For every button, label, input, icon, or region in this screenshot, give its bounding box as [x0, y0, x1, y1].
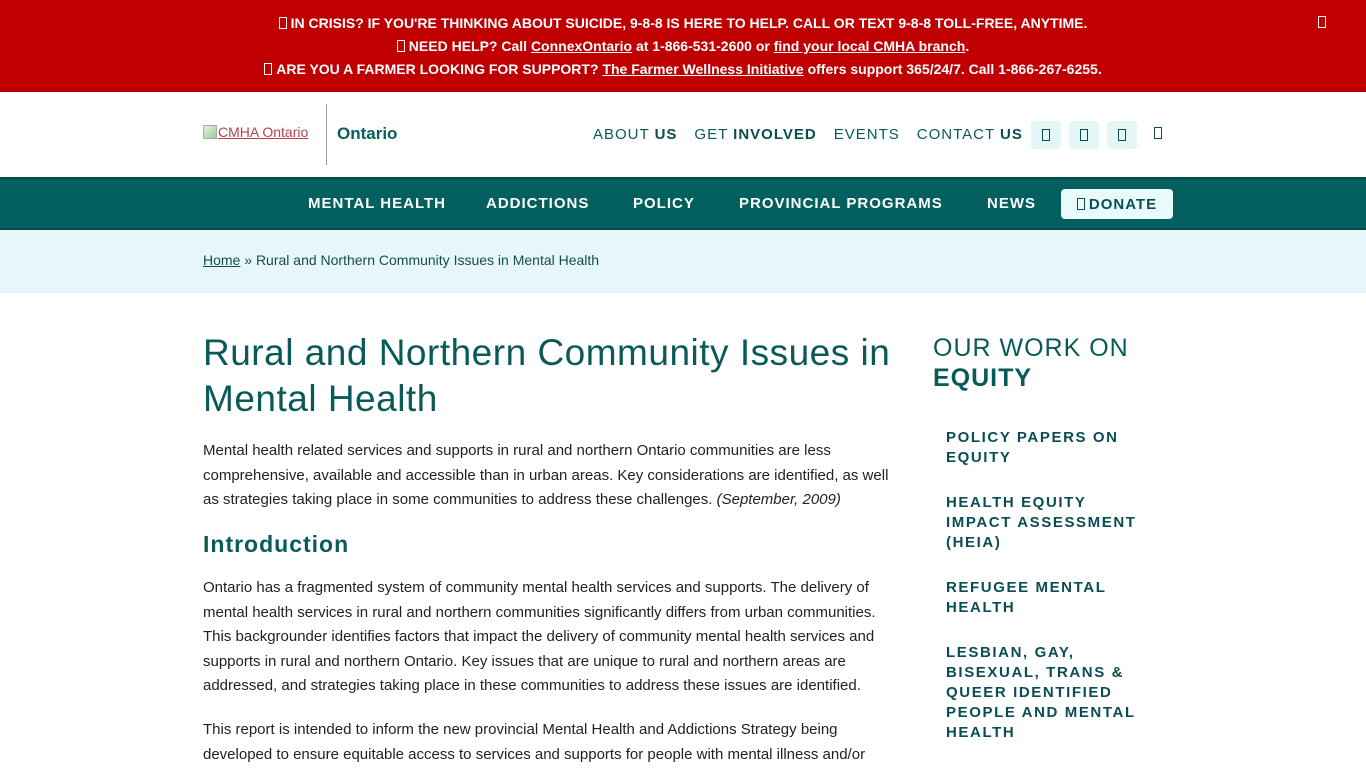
breadcrumb-home[interactable]: Home [203, 252, 241, 268]
donate-button[interactable] [1061, 189, 1173, 219]
farmer-text: ARE YOU A FARMER LOOKING FOR SUPPORT? [276, 61, 603, 77]
breadcrumb-current: Rural and Northern Community Issues in Mental Health [255, 252, 600, 268]
find-branch-link[interactable]: find your local CMHA branch [773, 38, 966, 54]
logo-link[interactable] [203, 124, 308, 140]
farmer-icon [264, 63, 272, 75]
sidebar-title-bold: EQUITY [933, 364, 1033, 392]
breadcrumb-separator: » [240, 252, 256, 268]
publication-date: (September, 2009) [716, 491, 841, 508]
intro-text: Mental health related services and supports in rural and northern Ontario communities are less comprehensive, available and accessible than in urban areas. Key considerations are identified, as well as strategies taking place in some communities to address these challenges. [203, 442, 889, 508]
sidebar-item-heia[interactable]: HEALTH EQUITY IMPACT ASSESSMENT (HEIA) [946, 494, 1137, 551]
sidebar-item-policy-papers[interactable]: POLICY PAPERS ON EQUITY [946, 429, 1119, 466]
site-header [0, 92, 1366, 177]
help-phone-text: at 1-866-531-2600 or [632, 38, 774, 54]
language-icon [1042, 129, 1050, 141]
nav-label: ABOUT [593, 126, 655, 143]
sidebar-item-refugee[interactable]: REFUGEE MENTAL HEALTH [946, 579, 1107, 616]
main-nav [0, 177, 1366, 230]
nav-news[interactable]: NEWS [987, 195, 1036, 212]
nav-policy[interactable]: POLICY [633, 195, 695, 212]
intro-paragraph [203, 439, 903, 513]
donate-label: DONATE [1088, 195, 1158, 213]
nav-label: GET [694, 126, 734, 143]
help-suffix: . [965, 38, 970, 54]
body-paragraph-2: This report is intended to inform the new provincial Mental Health and Addictions Strategy being developed to ensure equitable access to services and supports for people with mental illness and/or [203, 721, 866, 763]
nav-label-bold: INVOLVED [733, 126, 817, 143]
crisis-text: IN CRISIS? IF YOU'RE THINKING ABOUT SUICIDE, 9-8-8 IS HERE TO HELP. CALL OR TEXT 9-8-8 TOLL-FREE, ANYTIME. [290, 15, 1088, 31]
body-paragraph-1: Ontario has a fragmented system of community mental health services and supports. The delivery of mental health services in rural and northern communities significantly differs from urban communities. This backgrounder identifies factors that impact the delivery of community mental health services and supports in rural and northern Ontario. Key issues that are unique to rural and northern areas are addressed, and strategies taking place in these communities to address these issues are identified. [203, 579, 876, 694]
broken-image-icon [203, 125, 217, 139]
sidebar-menu [946, 428, 1146, 768]
crisis-line-help [0, 37, 1366, 55]
nav-mental-health[interactable]: MENTAL HEALTH [308, 195, 446, 212]
farmer-wellness-link[interactable]: The Farmer Wellness Initiative [602, 61, 804, 77]
login-icon [1118, 129, 1126, 141]
nav-contact-us[interactable] [917, 126, 1023, 143]
nav-events[interactable] [834, 126, 900, 143]
nav-label: CONTACT [916, 126, 1001, 143]
farmer-suffix: offers support 365/24/7. Call 1-866-267-6255. [803, 61, 1102, 77]
logo-alt-text: CMHA Ontario [218, 124, 309, 140]
logo-divider [326, 104, 327, 165]
close-icon [1318, 16, 1326, 28]
connexontario-link[interactable]: ConnexOntario [530, 38, 633, 54]
sidebar-title [933, 333, 1163, 393]
nav-provincial-programs[interactable]: PROVINCIAL PROGRAMS [739, 195, 943, 212]
nav-get-involved[interactable] [694, 126, 816, 143]
language-button[interactable] [1031, 121, 1061, 149]
sidebar-title-light: OUR WORK ON [933, 334, 1129, 362]
nav-addictions[interactable]: ADDICTIONS [486, 195, 590, 212]
nav-label-bold: US [1000, 126, 1023, 143]
crisis-line-farmer [0, 60, 1366, 78]
search-icon [1154, 127, 1162, 139]
utility-nav [593, 126, 1023, 143]
accessibility-icon [1080, 129, 1088, 141]
heart-icon [1077, 198, 1085, 210]
breadcrumb-bar [0, 230, 1366, 293]
phone-icon [279, 17, 287, 29]
page-title: Rural and Northern Community Issues in Mental Health [203, 332, 891, 419]
help-icon [397, 40, 405, 52]
section-heading: Introduction [203, 531, 350, 557]
search-button[interactable] [1152, 126, 1164, 140]
nav-about-us[interactable] [593, 126, 677, 143]
site-name: Ontario [337, 124, 398, 143]
crisis-line-988 [0, 14, 1366, 32]
help-text: NEED HELP? Call [408, 38, 531, 54]
crisis-banner [0, 0, 1366, 92]
close-banner-button[interactable] [1316, 14, 1332, 32]
accessibility-button[interactable] [1069, 121, 1099, 149]
sidebar-item-lgbtq[interactable]: LESBIAN, GAY, BISEXUAL, TRANS & QUEER IDENTIFIED PEOPLE AND MENTAL HEALTH [946, 644, 1136, 741]
nav-label: EVENTS [833, 126, 900, 143]
login-button[interactable] [1107, 121, 1137, 149]
breadcrumb [203, 252, 599, 268]
nav-label-bold: US [654, 126, 678, 143]
